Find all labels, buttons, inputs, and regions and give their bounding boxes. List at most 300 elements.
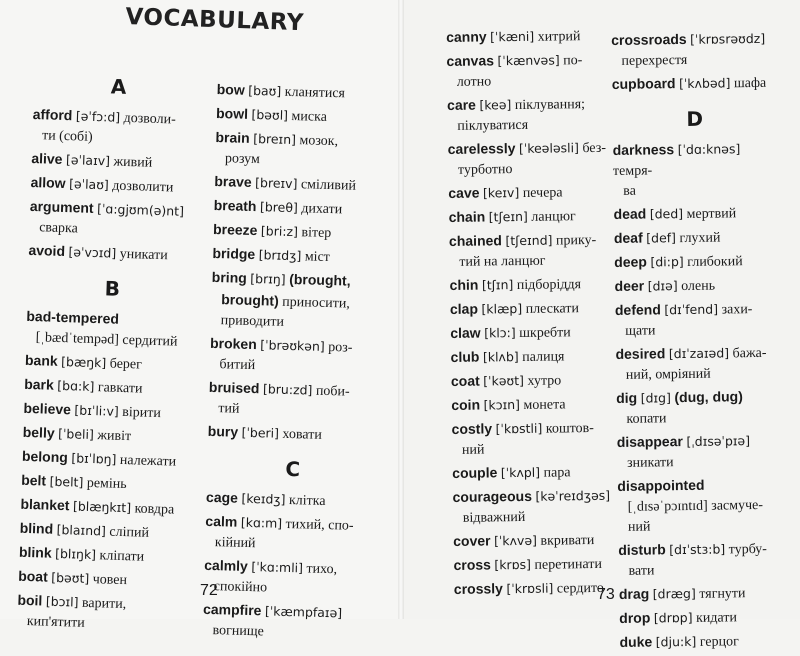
translation: належати [119,452,177,470]
transcription: [ˈberi] [241,424,280,441]
vocab-entry [19,518,190,545]
translation: уникати [119,246,168,264]
vocab-entry [617,474,783,538]
vocab-entry [616,386,782,430]
translation: плескати [525,301,580,317]
translation: перетинати [534,556,603,573]
transcription: [ˈkʌpl] [500,464,541,481]
headword: breath [213,196,257,215]
vocab-entry [25,306,196,353]
translation: хитрий [537,29,581,45]
headword: darkness [612,141,675,158]
headword: defend [614,301,661,318]
section-letter: D [686,106,704,131]
vocab-entry [618,538,784,582]
headword: duke [619,633,653,650]
vocab-entry [448,181,608,205]
transcription: [tʃɪn] [481,277,514,293]
translation: відважний [462,509,526,526]
transcription: [bæŋk] [60,353,107,371]
translation: вкривати [540,532,595,549]
verb-forms: (dug, dug) [674,388,743,406]
vocab-column-3 [446,25,614,603]
transcription: [breɪn] [252,130,297,148]
translation: вітер [301,225,332,242]
headword: cage [205,488,239,506]
transcription: [blæŋkɪt] [72,498,132,516]
transcription: [ˈkɑ:mli] [251,559,304,576]
page-title: VOCABULARY [125,4,305,37]
transcription: [ˌdɪsəˈpɪə] [686,433,751,449]
vocab-entry [23,398,194,425]
translation: глухий [679,230,721,247]
translation: сліпий [109,524,150,541]
translation: ремінь [86,475,127,493]
vocab-entry [453,529,613,553]
headword: cross [453,556,491,573]
transcription: [bəʊt] [51,569,90,586]
translation: розум [224,151,261,168]
headword: coat [450,372,480,389]
headword: dead [613,205,647,222]
vocab-entry [450,297,610,321]
translation: тий [218,401,240,417]
vocab-entry [22,422,193,449]
headword: dig [616,389,638,406]
transcription: [dɪˈzaɪəd] [668,345,730,362]
headword: belly [22,423,55,441]
translation: перехрестя [621,52,688,69]
vocab-entry [203,555,376,601]
vocab-entry [614,274,779,298]
translation: зникати [626,455,674,471]
transcription: [ˈkæmpfaɪə] [264,603,343,621]
verb-forms: brought) [221,291,279,309]
translation: мертвий [686,206,737,222]
vocab-entry [213,195,386,221]
vocab-entry [449,273,609,297]
entry-continuation [448,159,608,181]
translation: коштов- [545,420,595,437]
headword: claw [450,324,481,341]
translation: берег [109,356,143,373]
vocab-entry [613,202,778,226]
translation: мозок, [299,133,339,150]
headword: bruised [208,378,260,397]
transcription: [dɪə] [647,278,678,294]
vocab-entry [215,127,388,173]
translation: піклування; [514,97,586,114]
entry-continuation [25,328,196,353]
vocab-entry [619,606,784,630]
headword: bring [211,268,248,286]
headword: brave [214,172,252,190]
entry-continuation [453,507,613,529]
vocab-entry [449,205,609,229]
vocab-column-2 [202,79,389,647]
transcription: [bəʊl] [251,106,289,123]
headword: courageous [452,487,533,505]
entry-continuation [618,560,783,582]
translation: дихати [301,201,343,218]
vocab-entry [210,267,384,335]
translation: ний, омріяний [625,366,711,383]
vocab-entry [16,590,187,637]
translation: глибокий [687,254,743,270]
headword: disappear [616,433,683,450]
transcription: [brɪŋ] [250,270,286,287]
vocab-entry [448,137,609,181]
vocab-entry [29,196,200,243]
transcription: [dɪˈstɜ:b] [669,541,726,558]
translation: тий на ланцюг [459,253,546,270]
translation: дозволити [112,178,174,196]
entry-continuation [617,452,782,474]
headword: bad-tempered [26,307,120,327]
translation: тихо, [306,561,338,578]
headword: cave [448,184,480,201]
headword: care [446,96,477,113]
transcription: [dju:k] [655,633,697,650]
translation: турбу- [728,541,767,558]
entry-continuation [208,399,380,423]
vocab-entry [446,49,607,93]
translation: піклуватися [457,117,529,134]
headword: believe [23,399,72,418]
headword: disturb [618,541,666,558]
transcription: [bru:zd] [262,381,313,398]
transcription: [əˈvɔɪd] [68,244,117,261]
transcription: [dɪg] [640,390,672,406]
transcription: [ˈɑ:gjʊm(ə)nt] [96,201,185,219]
vocab-entry [31,148,202,175]
translation: щати [625,323,656,339]
headword: coin [451,396,481,413]
translation: захи- [721,302,753,318]
transcription: [ˈkrɒsrəʊdz] [690,30,766,47]
headword: costly [451,420,493,437]
transcription: [bɪˈli:v] [74,402,119,419]
translation: кліпати [99,548,145,565]
translation: шкребти [519,325,571,342]
transcription: [ˈkʌvə] [493,532,538,549]
vocab-entry [216,103,389,129]
translation: сміливий [300,177,357,194]
translation: герцог [699,634,739,650]
vocab-entry [451,393,611,417]
translation: ковдра [134,501,175,518]
entry-continuation: приводити [220,313,285,330]
vocab-entry [21,470,192,497]
vocab-entry [25,350,196,377]
entry-continuation [16,612,187,637]
transcription: [ded] [649,206,684,222]
entry-continuation [209,355,381,379]
vocab-entry [611,28,777,72]
headword: chin [449,276,479,293]
headword: drag [618,585,650,602]
headword: crossly [453,580,504,597]
transcription: [bɪˈlɒŋ] [71,450,117,467]
headword: cupboard [611,75,676,92]
vocab-entry [214,171,387,197]
vocab-entry [19,542,190,569]
transcription: [tʃeɪnd] [505,232,553,249]
page-number-left: 72 [200,582,218,599]
book-gutter [398,0,404,619]
transcription: [ˈdɑ:knəs] [677,141,741,158]
transcription: [krɒs] [494,556,532,573]
transcription: [breθ] [259,199,299,216]
translation: тихий, спо- [285,516,354,534]
transcription: [klʌb] [482,349,519,365]
headword: desired [615,345,666,362]
headword: bow [216,80,245,98]
transcription: [bɔɪl] [45,593,79,610]
headword: argument [29,197,94,216]
transcription: [kɔɪn] [483,397,521,413]
headword: canvas [446,52,495,69]
vocab-entry [613,138,779,202]
transcription: [blaɪnd] [56,521,107,539]
headword: bury [207,422,239,440]
transcription: [keɪdʒ] [241,490,286,507]
translation: живіт [97,428,132,445]
entry-continuation [616,408,781,430]
translation: клітка [288,493,326,509]
entry-continuation [611,50,776,72]
translation: човен [92,572,128,589]
transcription: [ˈkænvəs] [497,52,560,69]
entry-continuation [447,115,607,137]
translation: темря- [612,163,653,179]
headword: broken [209,334,257,353]
headword: blink [18,543,52,561]
headword: boat [17,567,49,585]
vocab-entry [617,430,783,474]
headword: crossroads [611,30,687,48]
transcription: [ˈkɒstli] [495,420,543,437]
headword: clap [449,300,479,317]
transcription: [əˈlaɪv] [65,152,111,169]
vocab-entry [450,345,610,369]
transcription: [drɒp] [653,609,693,626]
headword: avoid [28,241,66,260]
translation: палиця [522,349,565,365]
transcription: [kɑ:m] [240,514,283,531]
headword: chained [448,232,503,249]
transcription: [belt] [49,473,84,490]
vocab-entry [205,511,378,557]
vocab-entry [28,240,199,267]
vocab-entry [614,226,779,250]
transcription: [blɪŋk] [54,545,97,563]
transcription: [klæp] [481,300,523,317]
transcription: [ˈkeələsli] [518,140,580,156]
translation: ва [623,183,636,199]
vocab-entry [615,342,781,386]
transcription: [kəˈreɪdʒəs] [535,487,611,504]
entry-continuation: ний [627,519,651,535]
transcription: [breɪv] [254,175,298,192]
translation: миска [291,108,328,125]
translation: ланцюг [531,209,576,225]
section-letter: A [110,74,127,99]
headword: allow [30,173,66,192]
vocab-entry [454,577,614,601]
transcription: [dræg] [652,585,696,602]
translation: вати [628,563,655,579]
verb-forms: (brought, [288,270,351,289]
headword: cover [453,532,491,549]
headword: bank [24,351,58,369]
entry-continuation [449,251,609,273]
vocab-entry [209,333,382,379]
translation: підборіддя [516,277,582,294]
entry-continuation [29,218,200,243]
transcription: [brɪdʒ] [258,247,302,264]
headword: blanket [20,495,70,514]
vocab-entry [30,172,201,199]
entry-continuation [618,496,783,518]
vocab-entry [451,369,611,393]
translation: гавкати [97,380,143,397]
vocab-entry [447,93,608,137]
entry-continuation [447,71,607,93]
vocab-entry [212,243,385,269]
translation: монета [523,397,566,413]
translation: олень [681,278,716,295]
translation: тягнути [699,586,746,602]
transcription: [ˈkəʊt] [483,372,525,389]
section-letter: B [104,276,121,301]
transcription: [ˈkʌbəd] [678,75,731,92]
vocab-entry [20,494,191,521]
entry-continuation [452,439,612,461]
transcription: [əˈlaʊ] [68,176,110,193]
transcription: [bri:z] [260,223,299,240]
vocab-entry [18,566,189,593]
vocab-entry [452,485,613,529]
translation: кланятися [284,84,346,102]
headword: campfire [202,600,262,619]
vocab-entry [216,79,389,105]
translation: шафа [733,75,767,92]
headword: deep [614,253,648,270]
transcription: [ˈkrɒsli] [506,580,554,597]
translation: кидати [695,610,738,626]
translation: турботно [457,162,513,178]
headword: brain [215,128,250,146]
translation: живий [113,154,153,171]
page-number-right: 73 [597,586,615,603]
headword: belt [20,471,47,489]
transcription: [ˈkæni] [490,28,535,45]
headword: boil [17,591,43,609]
headword: deer [614,277,645,294]
translation: міст [304,249,331,266]
entry-continuation [613,180,778,202]
headword: bark [24,375,55,393]
vocab-entry [208,377,381,423]
vocab-entry [619,630,784,654]
vocab-column-4 [611,28,785,656]
vocab-entry [446,25,606,49]
translation: приносити, [282,294,351,312]
translation: хутро [527,373,562,389]
vocab-entry [612,72,777,96]
headword: couple [452,464,498,481]
headword: calmly [204,556,249,574]
headword: bridge [212,244,256,263]
headword: disappointed [617,476,705,494]
entry-continuation [215,149,387,173]
vocab-entry [213,219,386,245]
headword: canny [446,28,487,45]
vocab-entry [614,250,779,274]
headword: calm [205,512,238,530]
transcription: [bɑ:k] [57,377,95,395]
entry-continuation [205,533,377,557]
translation: [ˌbædˈtempəd] сердитий [35,330,178,350]
vocab-entry [451,417,612,461]
transcription: [keɪv] [482,184,520,201]
translation: ти (собі) [41,128,93,145]
translation: вірити [121,404,162,422]
translation: пара [543,465,571,481]
translation: [ˌdɪsəˈpɔɪntɪd] засмуче- [627,497,764,515]
transcription: [klɔ:] [484,325,516,341]
vocab-entry [206,487,379,513]
vocab-column-1 [16,74,204,639]
vocab-entry [615,298,781,342]
entry-continuation [615,320,780,342]
transcription: [keə] [479,97,512,113]
translation: варити, [81,595,127,613]
translation: лотно [456,74,492,90]
translation: ховати [282,426,323,443]
translation: сварка [38,220,79,237]
vocab-entry [207,421,380,447]
transcription: [əˈfɔ:d] [75,108,121,125]
headword: drop [619,609,651,626]
transcription: [ˈbeli] [57,425,95,443]
headword: chain [448,208,486,225]
headword: deaf [613,229,643,246]
transcription: [baʊ] [248,82,282,99]
transcription: [ˈbrəʊkən] [260,337,325,354]
translation: по- [563,53,583,69]
translation: поби- [315,383,350,400]
entry-continuation [32,126,203,151]
vocab-entry [202,599,375,645]
headword: breeze [212,220,258,239]
entry-continuation [616,364,781,386]
vocab-entry [449,229,610,273]
vocab-entry [450,321,610,345]
vocab-entry [32,104,203,151]
translation: копати [626,411,667,427]
translation: без- [582,140,607,157]
transcription: [tʃeɪn] [488,208,528,225]
section-letter: C [285,456,301,482]
entry-continuation [203,577,375,601]
translation: вогнище [212,623,264,640]
translation: дозволи- [123,110,176,128]
vocab-entry [24,374,195,401]
vocab-entry [619,582,784,606]
translation: кійний [214,535,256,552]
